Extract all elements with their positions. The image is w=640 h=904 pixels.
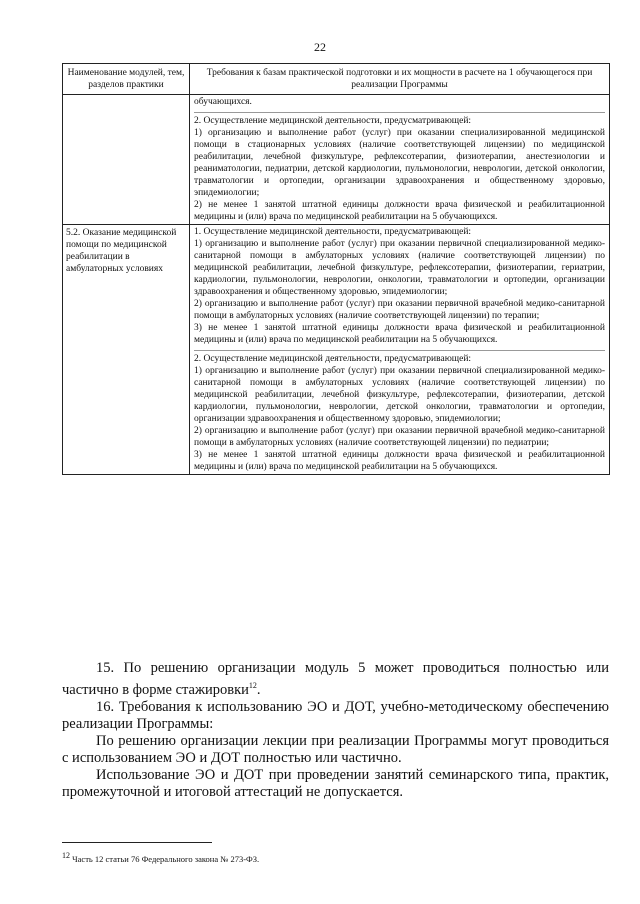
footnote-separator bbox=[62, 842, 212, 843]
requirements-table bbox=[62, 63, 610, 475]
paragraph-18: Использование ЭО и ДОТ при проведении занятий семинарского типа, практик, промежуточной и итоговой аттестаций не допускается. bbox=[62, 766, 609, 800]
header-module-column: Наименование модулей, тем, разделов практики bbox=[63, 64, 190, 95]
paragraph-15 bbox=[62, 660, 609, 699]
header-requirements-column: Требования к базам практической подготовки и их мощности в расчете на 1 обучающегося при реализации Программы bbox=[190, 64, 610, 95]
footnote-text: Часть 12 статьи 76 Федерального закона № 273-ФЗ. bbox=[70, 853, 260, 864]
requirements-cell bbox=[190, 95, 610, 225]
table-row bbox=[63, 95, 610, 225]
paragraph-17: По решению организации лекции при реализации Программы могут проводиться с использованием ЭО и ДОТ полностью или частично. bbox=[62, 732, 609, 766]
footnote-reference[interactable]: 12 bbox=[248, 681, 257, 690]
requirement-paragraph: обучающихся. bbox=[194, 97, 252, 107]
requirement-paragraph: 2) не менее 1 занятой штатной единицы должности врача физической и реабилитационной медицины и (или) врача по медицинской реабилитации на 5 обучающихся. bbox=[194, 200, 605, 222]
paragraph-15-text: 15. По решению организации модуль 5 может проводиться полностью или частично в форме стажировки bbox=[62, 660, 609, 698]
requirement-paragraph: 1. Осуществление медицинской деятельности, предусматривающей: bbox=[194, 227, 472, 237]
paragraph-16: 16. Требования к использованию ЭО и ДОТ, учебно-методическому обеспечению реализации Программы: bbox=[62, 698, 609, 732]
requirements-cell bbox=[190, 225, 610, 475]
requirement-paragraph: 2. Осуществление медицинской деятельности, предусматривающей: bbox=[194, 112, 605, 127]
requirement-paragraph: 3) не менее 1 занятой штатной единицы должности врача физической и реабилитационной медицины и (или) врача по медицинской реабилитации на 5 обучающихся. bbox=[194, 323, 605, 345]
body-text bbox=[62, 660, 609, 801]
requirement-paragraph: 3) не менее 1 занятой штатной единицы должности врача физической и реабилитационной медицины и (или) врача по медицинской реабилитации на 5 обучающихся. bbox=[194, 450, 605, 472]
footnote-mark: 12 bbox=[62, 851, 70, 860]
table-row bbox=[63, 225, 610, 475]
requirement-paragraph: 1) организацию и выполнение работ (услуг) при оказании первичной специализированной медико-санитарной помощи в амбулаторных условиях (наличие соответствующей лицензии) по медицинской реабилитации, лечебной физкультуре, рефлексотерапии, физиотерапии, детской кардиологии, пульмонологии, неврологии, детской онкологии, травматологии и ортопедии, организации здравоохранения и общественному здоровью, эпидемиологии; bbox=[194, 366, 605, 424]
module-cell bbox=[63, 95, 190, 225]
table-header-row bbox=[63, 64, 610, 95]
requirement-paragraph: 1) организацию и выполнение работ (услуг) при оказании специализированной медицинской помощи в стационарных условиях (наличие соответствующей лицензии) по медицинской реабилитации, лечебной физкультуре, рефлексотерапии, физиотерапии, анестезиологии и реаниматологии, педиатрии, детской кардиологии, пульмонологии, неврологии, детской онкологии, травматологии и ортопедии, организации здравоохранения и общественному здоровью, эпидемиологии; bbox=[194, 128, 605, 198]
page-number: 22 bbox=[314, 40, 326, 54]
requirement-paragraph: 2) организацию и выполнение работ (услуг) при оказании первичной врачебной медико-санитарной помощи в амбулаторных условиях (наличие соответствующей лицензии) по педиатрии; bbox=[194, 426, 605, 448]
paragraph-15-end: . bbox=[256, 681, 261, 698]
requirement-paragraph: 1) организацию и выполнение работ (услуг) при оказании первичной специализированной медико-санитарной помощи в амбулаторных условиях (наличие соответствующей лицензии) по медицинской реабилитации, лечебной физкультуре, рефлексотерапии, физиотерапии, гериатрии, кардиологии, пульмонологии, неврологии, онкологии, травматологии и ортопедии, организации здравоохранения и общественному здоровью, эпидемиологии; bbox=[194, 239, 605, 297]
footnote bbox=[62, 851, 259, 864]
requirement-paragraph: 2. Осуществление медицинской деятельности, предусматривающей: bbox=[194, 350, 605, 365]
requirement-paragraph: 2) организацию и выполнение работ (услуг) при оказании первичной врачебной медико-санитарной помощи в амбулаторных условиях (наличие соответствующей лицензии) по терапии; bbox=[194, 299, 605, 321]
module-cell: 5.2. Оказание медицинской помощи по медицинской реабилитации в амбулаторных условиях bbox=[63, 225, 190, 475]
